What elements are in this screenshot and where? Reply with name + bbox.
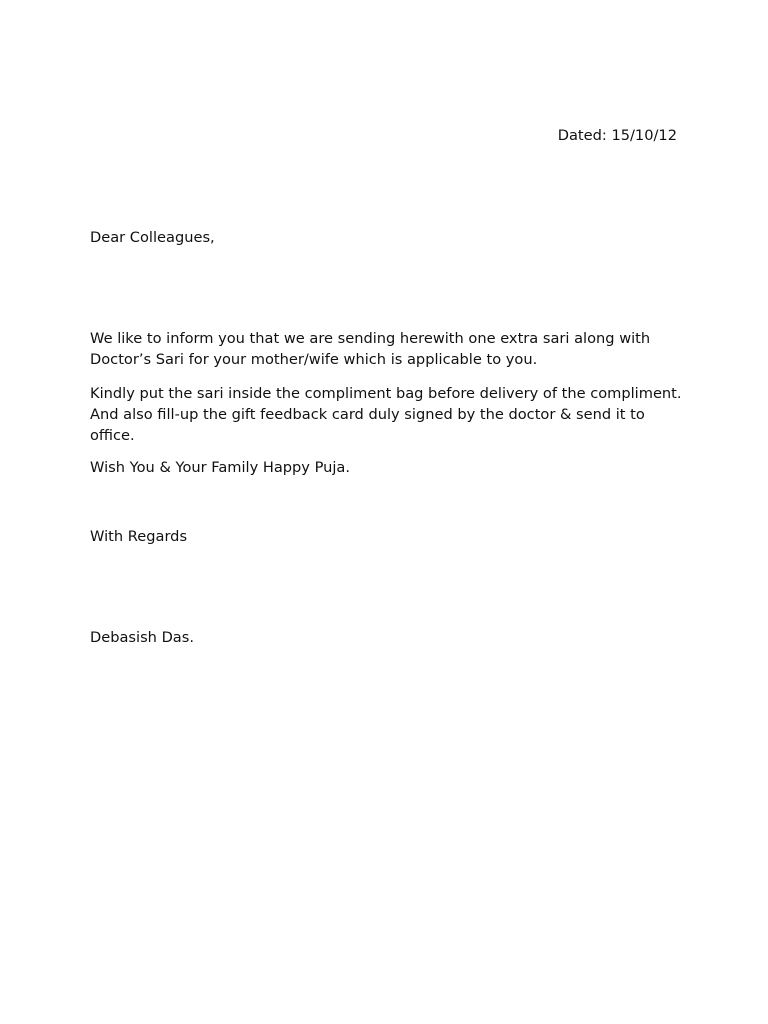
body-paragraph-2: Kindly put the sari inside the compliment bag before delivery of the compliment. And also fill-up the gift feedback card duly signed by the doctor & send it to office. — [90, 385, 691, 444]
salutation: Dear Colleagues, — [90, 229, 215, 246]
body-paragraph-1: We like to inform you that we are sending herewith one extra sari along with Doctor’s Sari for your mother/wife which is applicable to you. — [90, 330, 655, 368]
letter-date: Dated: 15/10/12 — [557, 127, 677, 144]
signature-name: Debasish Das. — [90, 629, 194, 646]
closing: With Regards — [90, 528, 188, 545]
body-paragraph-3: Wish You & Your Family Happy Puja. — [90, 459, 351, 476]
